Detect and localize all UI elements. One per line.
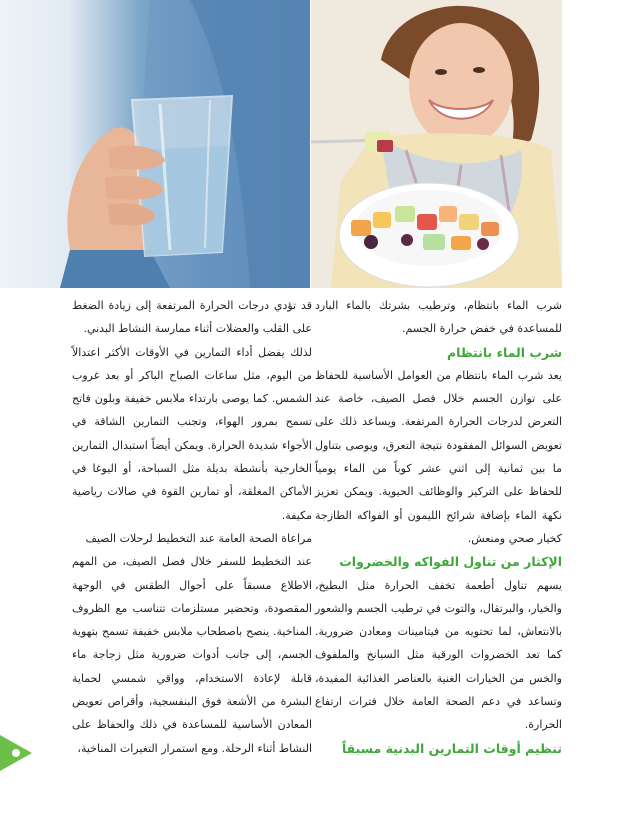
page-marker-dot	[12, 749, 20, 757]
section-heading: شرب الماء بانتظام	[447, 344, 562, 360]
section-heading: الإكثار من تناول الفواكه والخضروات	[339, 554, 562, 570]
paragraph: يعد شرب الماء بانتظام من العوامل الأساسية للحفاظ على توازن الجسم خلال فصل الصيف، خاصة عند التعرض لدرجات الحرارة المرتفعة. ويساعد ذلك على تعويض السوائل المفقودة نتيجة التعرق، ويوصى بتناول ما بين ثمانية إلى اثني عشر كوباً من الماء يومياً للحفاظ على التركيز والوظائف الحيوية. ويمكن تعزيز نكهة الماء بإضافة شرائح الليمون أو الفواكه الطازجة كخيار صحي ومنعش.	[315, 368, 562, 545]
water-glass-photo	[0, 0, 310, 288]
paragraph: شرب الماء بانتظام، وترطيب بشرتك بالماء البارد للمساعدة في خفض حرارة الجسم.	[315, 299, 562, 336]
woman-fruit-photo	[311, 0, 562, 288]
section-heading: تنظيم أوقات التمارين البدنية مسبقاً	[341, 740, 562, 756]
photo-strip	[0, 0, 562, 288]
paragraph: عند التخطيط للسفر خلال فصل الصيف، من المهم الاطلاع مسبقاً على أحوال الطقس في الوجهة المقصودة، وتحضير مستلزمات تتناسب مع الظروف المناخية. ينصح باصطحاب ملابس خفيفة تسمح بتهوية الجسم، إلى جانب أدوات ضرورية مثل زجاجة ماء قابلة لإعادة الاستخدام، وواقي شمسي لحماية البشرة من الأشعة فوق البنفسجية، وأقراص تعويض المعادن الأساسية للمساعدة في ذلك والحفاظ على النشاط أثناء الرحلة. ومع استمرار التغيرات المناخية،	[72, 555, 312, 755]
left-text-column	[72, 294, 312, 760]
paragraph: يسهم تناول أطعمة تخفف الحرارة مثل البطيخ، والخيار، والبرتقال، والتوت في ترطيب الجسم والشعور بالانتعاش، لما تحتويه من فيتامينات ومعادن ضرورية. كما تعد الخضروات الورقية مثل السبانخ والملفوف والخس من الخيارات الغنية بالعناصر الغذائية المفيدة، وتساعد في دعم الصحة العامة خلال فترات ارتفاع الحرارة.	[315, 578, 562, 732]
right-text-column	[315, 294, 562, 760]
paragraph: لذلك يفضل أداء التمارين في الأوقات الأكثر اعتدالاً من اليوم، مثل ساعات الصباح الباكر أو بعد غروب الشمس. كما يوصى بارتداء ملابس خفيفة وبلون فاتح تسمح بمرور الهواء، وتجنب التمارين الشاقة في الأجواء شديدة الحرارة. ويمكن أيضاً استبدال التمارين الخارجية بأنشطة بديلة مثل السباحة، أو اليوغا في الأماكن المغلقة، أو تمارين القوة في صالات رياضية مكيفة.	[72, 345, 312, 522]
paragraph: مراعاة الصحة العامة عند التخطيط لرحلات الصيف	[85, 531, 312, 545]
paragraph: قد تؤدي درجات الحرارة المرتفعة إلى زيادة الضغط على القلب والعضلات أثناء ممارسة النشاط البدني.	[72, 299, 312, 336]
